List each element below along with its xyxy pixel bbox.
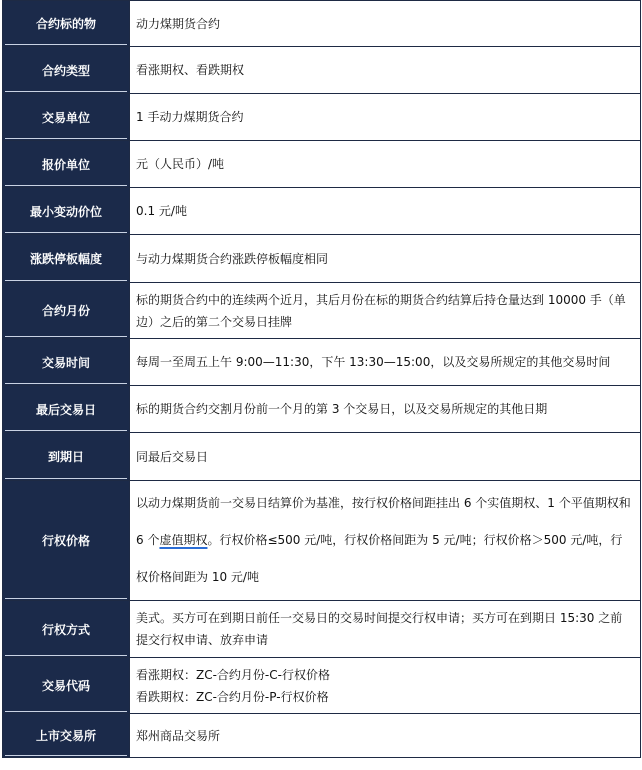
row-label: 合约标的物	[3, 1, 130, 47]
row-value: 标的期货合约中的连续两个近月，其后月份在标的期货合约结算后持仓量达到 10000 手（单边）之后的第二个交易日挂牌	[130, 283, 641, 339]
table-row	[3, 47, 641, 94]
table-row	[3, 1, 641, 47]
row-label: 合约月份	[3, 283, 130, 339]
row-value	[130, 658, 641, 714]
table-row	[3, 235, 641, 283]
row-label: 行权方式	[3, 601, 130, 658]
strike-price-text-after: 。行权价格≤500 元/吨，行权价格间距为 5 元/吨；行权价格＞500 元/吨，行权价格间距为 10 元/吨	[136, 533, 623, 584]
row-label: 到期日	[3, 433, 130, 481]
otm-option-link-text: 虚值期权	[159, 533, 208, 547]
row-value: 美式。买方可在到期日前任一交易日的交易时间提交行权申请；买方可在到期日 15:30 之前提交行权申请、放弃申请	[130, 601, 641, 658]
row-label: 交易时间	[3, 339, 130, 386]
row-label: 最小变动价位	[3, 188, 130, 235]
row-label: 报价单位	[3, 141, 130, 188]
put-option-code: 看跌期权：ZC-合约月份-P-行权价格	[136, 689, 329, 704]
row-value: 1 手动力煤期货合约	[130, 94, 641, 141]
row-value: 同最后交易日	[130, 433, 641, 481]
call-option-code: 看涨期权：ZC-合约月份-C-行权价格	[136, 667, 330, 682]
table-row	[3, 433, 641, 481]
table-row	[3, 339, 641, 386]
row-value: 郑州商品交易所	[130, 714, 641, 758]
contract-spec-table	[2, 0, 641, 758]
row-label: 涨跌停板幅度	[3, 235, 130, 283]
row-value: 标的期货合约交割月份前一个月的第 3 个交易日，以及交易所规定的其他日期	[130, 386, 641, 433]
table-row	[3, 481, 641, 601]
table-row	[3, 283, 641, 339]
table-row	[3, 601, 641, 658]
row-label: 行权价格	[3, 481, 130, 601]
row-label: 上市交易所	[3, 714, 130, 758]
table-row	[3, 714, 641, 758]
row-label: 交易代码	[3, 658, 130, 714]
table-row	[3, 188, 641, 235]
row-value: 看涨期权、看跌期权	[130, 47, 641, 94]
row-value: 与动力煤期货合约涨跌停板幅度相同	[130, 235, 641, 283]
table-row	[3, 386, 641, 433]
table-row	[3, 94, 641, 141]
row-label: 交易单位	[3, 94, 130, 141]
row-value: 元（人民币）/吨	[130, 141, 641, 188]
row-value: 动力煤期货合约	[130, 1, 641, 47]
strike-price-text-before: 以动力煤期货前一交易日结算价为基准，按行权价格间距挂出 6 个实值期权、1 个平值期权和 6 个	[136, 496, 631, 547]
row-label: 最后交易日	[3, 386, 130, 433]
table-row	[3, 141, 641, 188]
row-value: 0.1 元/吨	[130, 188, 641, 235]
row-value: 每周一至周五上午 9:00—11:30，下午 13:30—15:00，以及交易所规定的其他交易时间	[130, 339, 641, 386]
row-value	[130, 481, 641, 601]
row-label: 合约类型	[3, 47, 130, 94]
table-row	[3, 658, 641, 714]
